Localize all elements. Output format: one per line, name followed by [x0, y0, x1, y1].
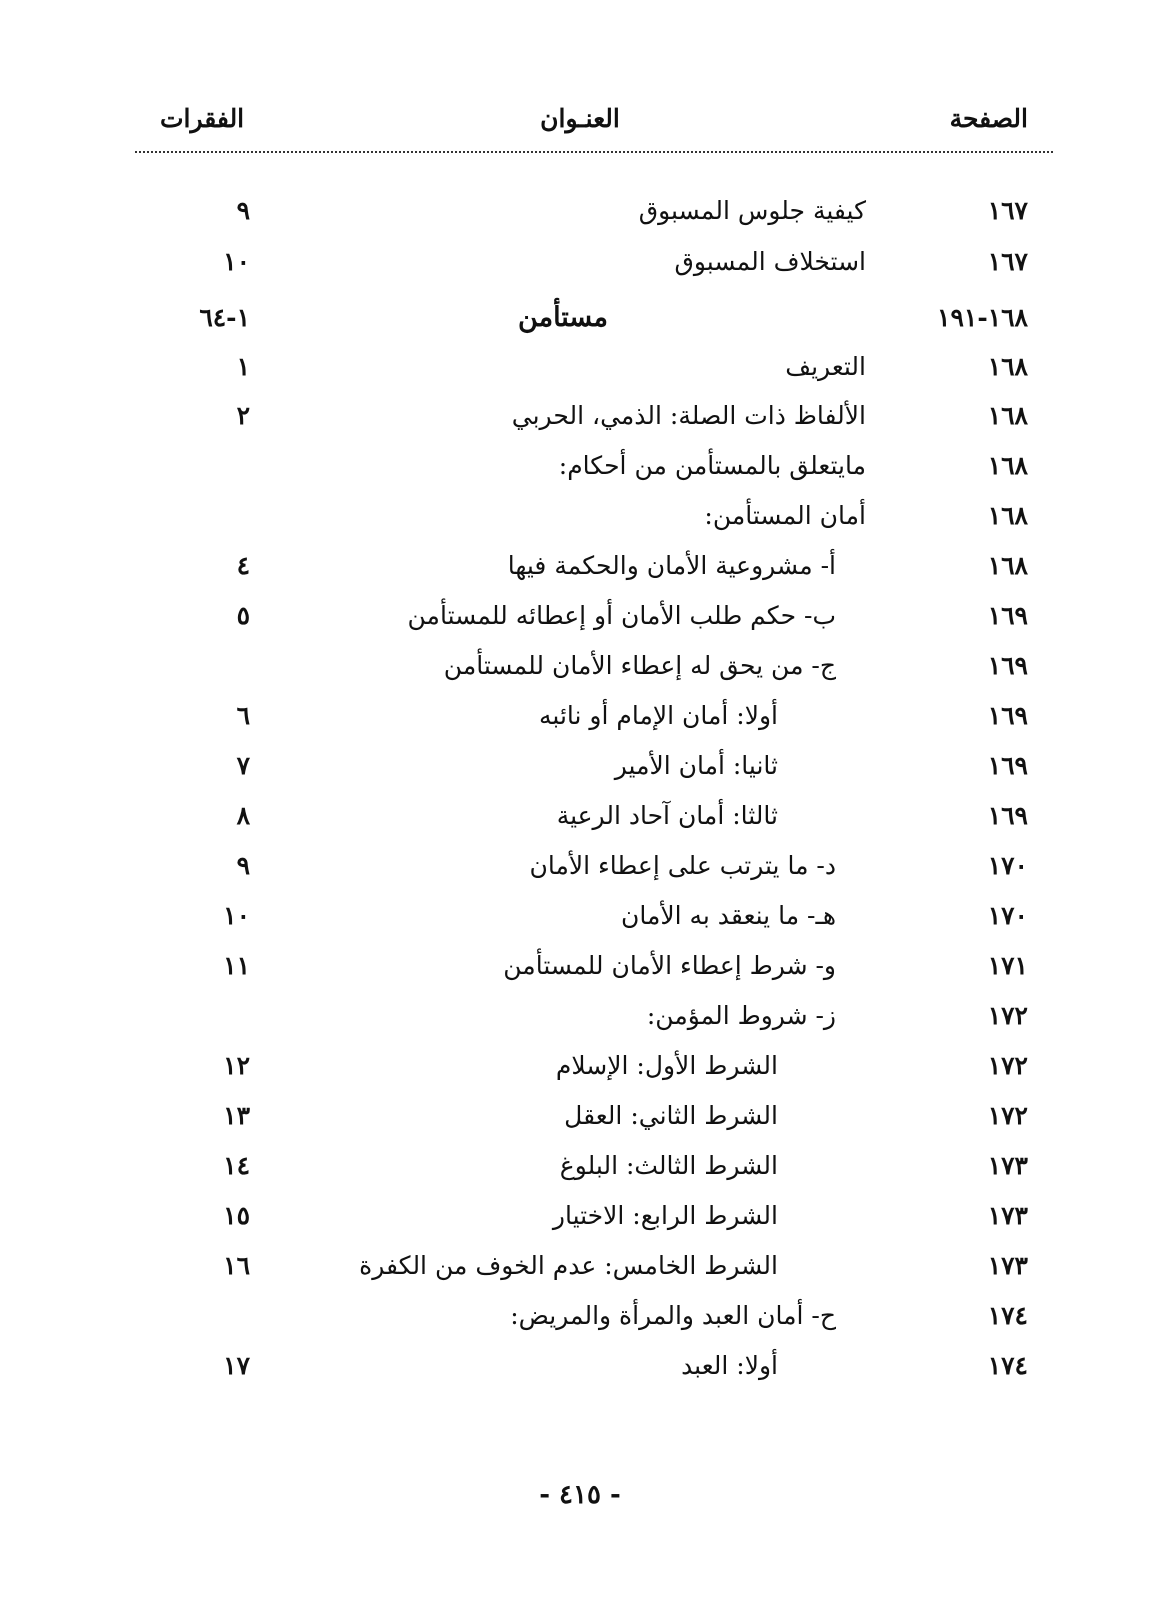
toc-paragraph-number: ١٠: [223, 247, 250, 276]
toc-page-number: ١٦٧: [987, 247, 1028, 276]
toc-page-number: ١٦٨-١٩١: [937, 303, 1028, 332]
toc-title: أولا: العبد: [681, 1351, 778, 1380]
toc-page-number: ١٧٠: [987, 901, 1028, 930]
toc-title: ح- أمان العبد والمرأة والمريض:: [510, 1301, 836, 1330]
toc-row: [0, 440, 1158, 492]
toc-paragraph-number: ١٦: [223, 1251, 250, 1280]
toc-page-number: ١٦٨: [987, 501, 1028, 530]
toc-title: الشرط الثاني: العقل: [564, 1101, 778, 1130]
toc-page-number: ١٧١: [987, 951, 1028, 980]
toc-row: [0, 790, 1158, 842]
toc-paragraph-number: ١٢: [223, 1051, 250, 1080]
toc-paragraph-number: ٧: [236, 751, 250, 780]
toc-page-number: ١٦٧: [987, 196, 1028, 225]
toc-page-number: ١٧٢: [987, 1101, 1028, 1130]
toc-row: [0, 690, 1158, 742]
toc-title: ج- من يحق له إعطاء الأمان للمستأمن: [443, 651, 836, 680]
page-column-header: الصفحة: [949, 104, 1028, 133]
toc-title: التعريف: [785, 352, 866, 381]
toc-title: مايتعلق بالمستأمن من أحكام:: [558, 451, 866, 480]
toc-paragraph-number: ١٠: [223, 901, 250, 930]
toc-row: [0, 1290, 1158, 1342]
toc-row: [0, 890, 1158, 942]
toc-paragraph-number: ١٤: [223, 1151, 250, 1180]
toc-title: الشرط الثالث: البلوغ: [559, 1151, 778, 1180]
toc-paragraph-number: ١١: [223, 951, 250, 980]
toc-row: [0, 292, 1158, 344]
toc-title: ز- شروط المؤمن:: [646, 1001, 836, 1030]
toc-paragraph-number: ١٣: [223, 1101, 250, 1130]
toc-title: الألفاظ ذات الصلة: الذمي، الحربي: [511, 401, 866, 430]
toc-row: [0, 590, 1158, 642]
toc-row: [0, 640, 1158, 692]
toc-title: مستأمن: [518, 302, 608, 333]
toc-title: ثانيا: أمان الأمير: [614, 751, 778, 780]
title-column-header: العنـوان: [540, 104, 620, 133]
toc-title: أولا: أمان الإمام أو نائبه: [539, 701, 778, 730]
paragraphs-column-header: الفقرات: [160, 104, 245, 133]
toc-title: كيفية جلوس المسبوق: [638, 196, 866, 225]
toc-page-number: ١٦٨: [987, 352, 1028, 381]
toc-title: الشرط الرابع: الاختيار: [552, 1201, 778, 1230]
toc-page-number: ١٧٤: [987, 1301, 1028, 1330]
toc-row: [0, 490, 1158, 542]
toc-page-number: ١٧٤: [987, 1351, 1028, 1380]
toc-title: هـ- ما ينعقد به الأمان: [620, 901, 836, 930]
toc-page-number: ١٦٩: [987, 601, 1028, 630]
toc-title: د- ما يترتب على إعطاء الأمان: [529, 851, 836, 880]
toc-page-number: ١٧٣: [987, 1201, 1028, 1230]
toc-row: [0, 740, 1158, 792]
toc-row: [0, 1240, 1158, 1292]
toc-row: [0, 185, 1158, 237]
toc-page-number: ١٧٣: [987, 1251, 1028, 1280]
toc-row: [0, 390, 1158, 442]
toc-page-number: ١٧٣: [987, 1151, 1028, 1180]
toc-row: [0, 341, 1158, 393]
toc-page-number: ١٦٩: [987, 801, 1028, 830]
toc-paragraph-number: ١-٦٤: [199, 303, 250, 332]
toc-paragraph-number: ٨: [236, 801, 250, 830]
toc-title: أ- مشروعية الأمان والحكمة فيها: [507, 551, 836, 580]
toc-title: و- شرط إعطاء الأمان للمستأمن: [503, 951, 836, 980]
toc-row: [0, 1040, 1158, 1092]
toc-paragraph-number: ١: [236, 352, 250, 381]
toc-row: [0, 236, 1158, 288]
toc-paragraph-number: ١٧: [223, 1351, 250, 1380]
page-number: - ٤١٥ -: [539, 1480, 621, 1510]
toc-page-number: ١٦٩: [987, 651, 1028, 680]
toc-page-number: ١٦٨: [987, 451, 1028, 480]
toc-page-number: ١٧٠: [987, 851, 1028, 880]
toc-row: [0, 940, 1158, 992]
toc-row: [0, 990, 1158, 1042]
toc-page-number: ١٦٩: [987, 701, 1028, 730]
toc-paragraph-number: ٦: [236, 701, 250, 730]
toc-paragraph-number: ٥: [236, 601, 250, 630]
toc-paragraph-number: ١٥: [223, 1201, 250, 1230]
toc-paragraph-number: ٩: [236, 851, 250, 880]
toc-page-number: ١٧٢: [987, 1051, 1028, 1080]
toc-title: أمان المستأمن:: [704, 501, 866, 530]
toc-title: ثالثا: أمان آحاد الرعية: [556, 801, 778, 830]
header-divider: [135, 151, 1053, 153]
toc-row: [0, 840, 1158, 892]
toc-title: الشرط الأول: الإسلام: [555, 1051, 778, 1080]
toc-title: ب- حكم طلب الأمان أو إعطائه للمستأمن: [407, 601, 836, 630]
toc-row: [0, 1340, 1158, 1392]
toc-paragraph-number: ٢: [236, 401, 250, 430]
toc-paragraph-number: ٩: [236, 196, 250, 225]
toc-page-number: ١٧٢: [987, 1001, 1028, 1030]
toc-title: استخلاف المسبوق: [674, 247, 866, 276]
toc-row: [0, 1090, 1158, 1142]
toc-row: [0, 1190, 1158, 1242]
toc-row: [0, 540, 1158, 592]
toc-page-number: ١٦٩: [987, 751, 1028, 780]
toc-paragraph-number: ٤: [236, 551, 250, 580]
toc-page-number: ١٦٨: [987, 401, 1028, 430]
toc-row: [0, 1140, 1158, 1192]
toc-page-number: ١٦٨: [987, 551, 1028, 580]
toc-title: الشرط الخامس: عدم الخوف من الكفرة: [359, 1251, 778, 1280]
